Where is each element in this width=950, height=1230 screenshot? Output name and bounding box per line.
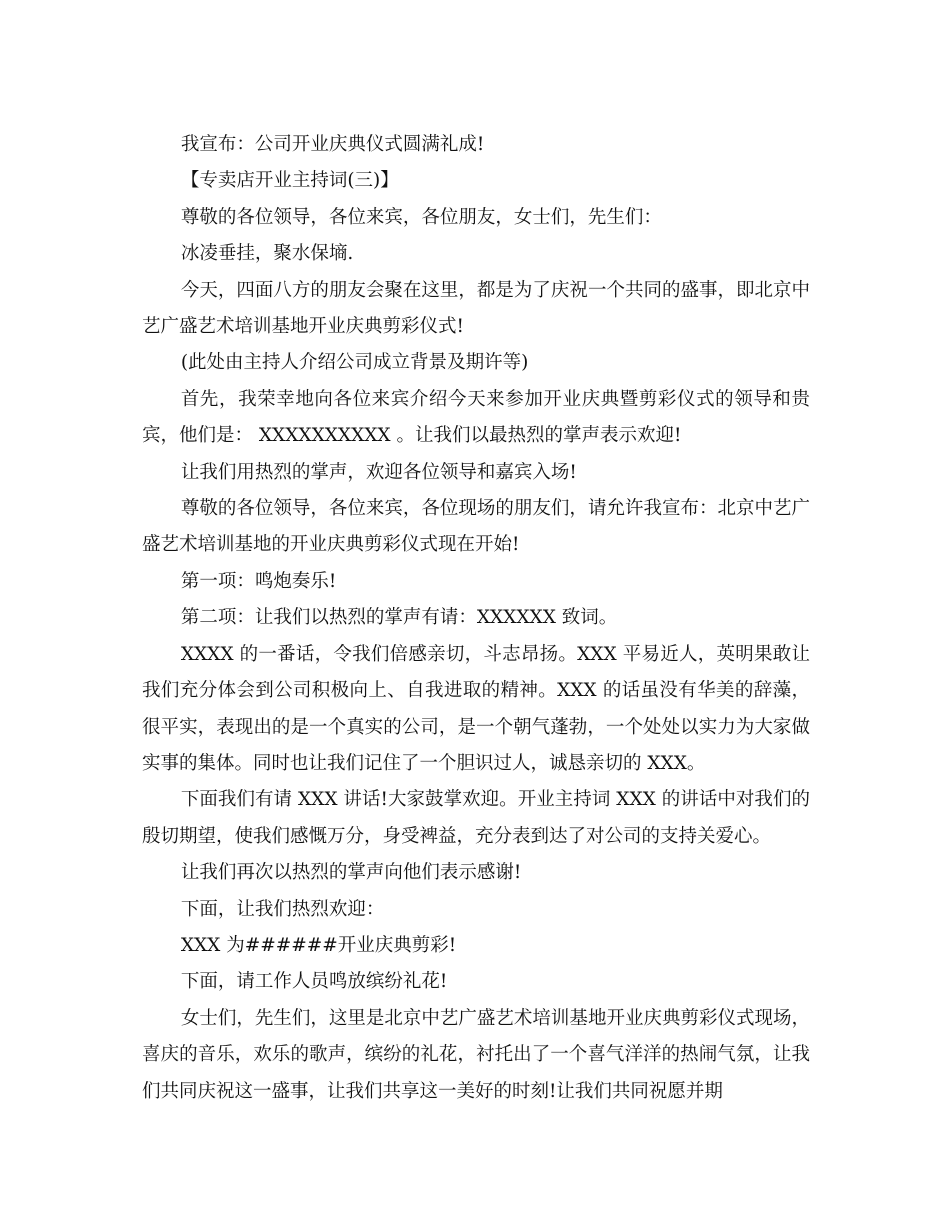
- paragraph-welcome-next: 下面，让我们热烈欢迎：: [180, 898, 385, 920]
- paragraph-fireworks: 下面，请工作人员鸣放缤纷礼花!: [180, 971, 448, 993]
- paragraph-welcome: 让我们用热烈的掌声，欢迎各位领导和嘉宾入场!: [180, 461, 577, 483]
- paragraph-item-two: 第二项：让我们以热烈的掌声有请：XXXXXX 致词。: [180, 607, 618, 629]
- document-body: [142, 127, 810, 1110]
- paragraph-greeting: 尊敬的各位领导，各位来宾，各位朋友，女士们，先生们：: [180, 206, 662, 228]
- paragraph-opening: 尊敬的各位领导，各位来宾，各位现场的朋友们，请允许我宣布：北京中艺广盛艺术培训基地的开业庆典剪彩仪式现在开始!: [142, 498, 810, 556]
- paragraph-declaration: 我宣布：公司开业庆典仪式圆满礼成!: [180, 134, 485, 155]
- paragraph-closing: 女士们，先生们，这里是北京中艺广盛艺术培训基地开业庆典剪彩仪式现场，喜庆的音乐，欢乐的歌声，缤纷的礼花，衬托出了一个喜气洋洋的热闹气氛，让我们共同庆祝这一盛事，让我们共享这一美好的时刻!让我们共同祝愿并期: [142, 1007, 810, 1102]
- paragraph-next-speech: 下面我们有请 XXX 讲话!大家鼓掌欢迎。开业主持词 XXX 的讲话中对我们的殷切期望，使我们感慨万分，身受裨益，充分表到达了对公司的支持关爱心。: [142, 789, 810, 847]
- section-heading: 【专卖店开业主持词(三)】: [180, 170, 399, 192]
- paragraph-ribbon-cutting: XXX 为######开业庆典剪彩!: [180, 934, 457, 956]
- paragraph-speech-review: XXXX 的一番话，令我们倍感亲切，斗志昂扬。XXX 平易近人，英明果敢让我们充分体会到公司积极向上、自我进取的精神。XXX 的话虽没有华美的辞藻，很平实，表现出的是一个真实的公司，是一个朝气蓬勃，一个处处以实力为大家做实事的集体。同时也让我们记住了一个胆识过人，诚恳亲切的 XXX。: [142, 643, 810, 774]
- paragraph-thanks: 让我们再次以热烈的掌声向他们表示感谢!: [180, 862, 522, 884]
- paragraph-season: 冰凌垂挂，聚水保墒.: [180, 243, 354, 265]
- paragraph-item-one: 第一项：鸣炮奏乐!: [180, 570, 337, 592]
- paragraph-host-note: (此处由主持人介绍公司成立背景及期许等): [180, 352, 529, 374]
- paragraph-guest-intro: 首先，我荣幸地向各位来宾介绍今天来参加开业庆典暨剪彩仪式的领导和贵宾，他们是： XXXXXXXXXX 。让我们以最热烈的掌声表示欢迎!: [142, 388, 810, 447]
- paragraph-occasion: 今天，四面八方的朋友会聚在这里，都是为了庆祝一个共同的盛事，即北京中艺广盛艺术培训基地开业庆典剪彩仪式!: [142, 279, 810, 338]
